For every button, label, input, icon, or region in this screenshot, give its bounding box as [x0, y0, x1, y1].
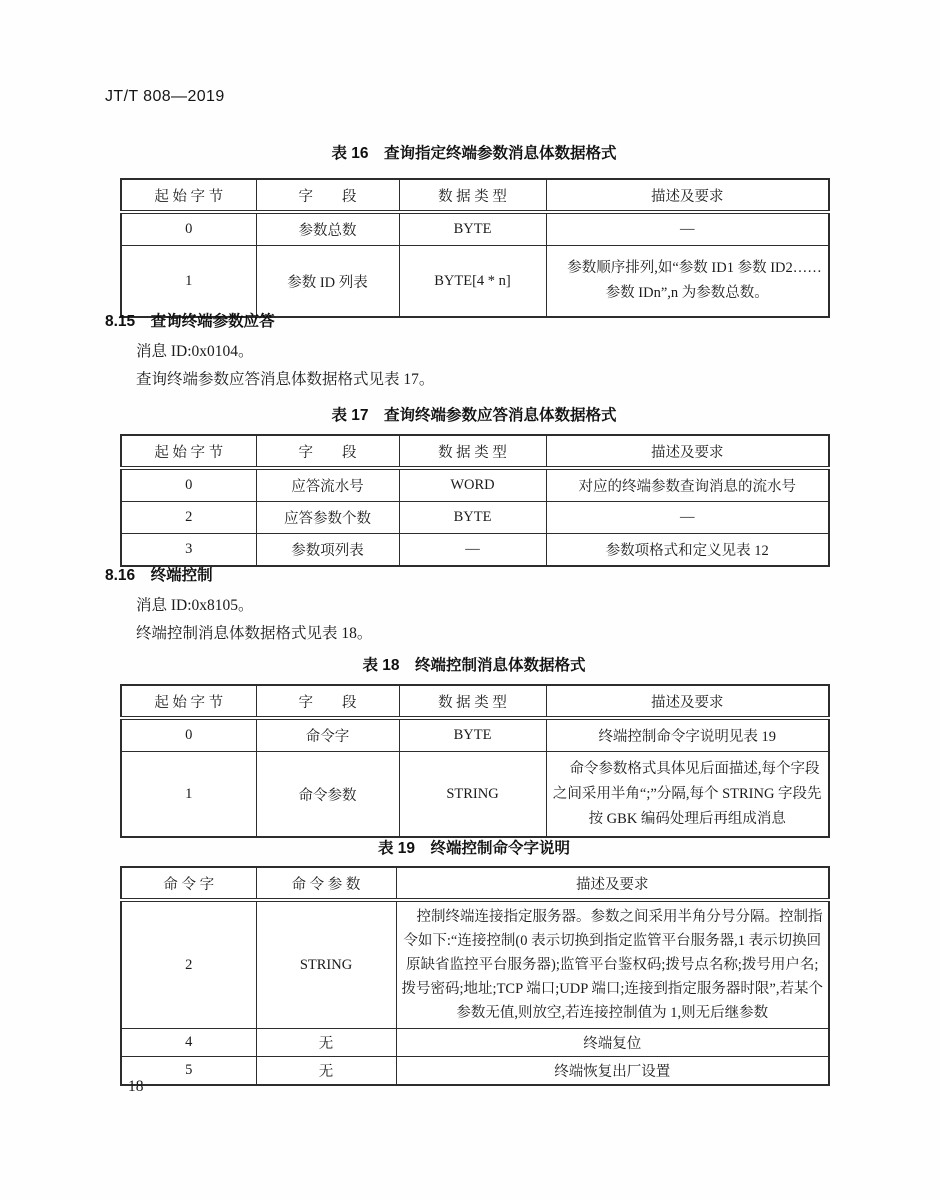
- table-cell: 0: [121, 212, 256, 246]
- table17: [120, 434, 830, 567]
- table-cell: 命令参数格式具体见后面描述,每个字段之间采用半角“;”分隔,每个 STRING 字段先按 GBK 编码处理后再组成消息: [546, 752, 829, 838]
- table-header-cell: 起 始 字 节: [121, 435, 256, 468]
- table-cell: 参数 ID 列表: [256, 246, 399, 318]
- table-header-cell: 字 段: [256, 685, 399, 718]
- table-header-row: [121, 179, 829, 212]
- table-cell: 终端恢复出厂设置: [396, 1057, 829, 1086]
- table-cell: 参数总数: [256, 212, 399, 246]
- table-row: [121, 752, 829, 838]
- table-row: [121, 1057, 829, 1086]
- table-cell: WORD: [399, 468, 546, 502]
- table-cell: STRING: [399, 752, 546, 838]
- table-row: [121, 534, 829, 567]
- table-header-cell: 起 始 字 节: [121, 179, 256, 212]
- paragraph: 消息 ID:0x8105。: [136, 597, 254, 614]
- table-header-cell: 命 令 字: [121, 867, 256, 900]
- table-cell: 3: [121, 534, 256, 567]
- table18: [120, 684, 830, 838]
- table-header-cell: 命 令 参 数: [256, 867, 396, 900]
- page-number: 18: [128, 1078, 144, 1095]
- table-cell: 参数顺序排列,如“参数 ID1 参数 ID2……参数 IDn”,n 为参数总数。: [546, 246, 829, 318]
- paragraph: 消息 ID:0x0104。: [136, 343, 254, 360]
- table-cell: 4: [121, 1029, 256, 1057]
- table-cell: 应答参数个数: [256, 502, 399, 534]
- table-header-cell: 字 段: [256, 435, 399, 468]
- table-cell: BYTE: [399, 502, 546, 534]
- table-header-row: [121, 685, 829, 718]
- table-row: [121, 246, 829, 318]
- table19-caption: 表 19 终端控制命令字说明: [377, 840, 571, 857]
- table-cell: 命令字: [256, 718, 399, 752]
- table-cell: BYTE: [399, 212, 546, 246]
- table-cell: 0: [121, 718, 256, 752]
- table-header-cell: 描述及要求: [546, 179, 829, 212]
- table-row: [121, 900, 829, 1029]
- table-row: [121, 718, 829, 752]
- table-cell: 对应的终端参数查询消息的流水号: [546, 468, 829, 502]
- table-cell: 参数项格式和定义见表 12: [546, 534, 829, 567]
- section-heading-8-16: 8.16 终端控制: [105, 567, 213, 584]
- table18-caption: 表 18 终端控制消息体数据格式: [362, 657, 586, 674]
- table-header-cell: 数 据 类 型: [399, 179, 546, 212]
- table-row: [121, 1029, 829, 1057]
- table-header-cell: 描述及要求: [396, 867, 829, 900]
- table-cell: 1: [121, 752, 256, 838]
- table-cell: 终端控制命令字说明见表 19: [546, 718, 829, 752]
- table16-caption: 表 16 查询指定终端参数消息体数据格式: [331, 145, 617, 162]
- table-cell: —: [399, 534, 546, 567]
- table-header-cell: 描述及要求: [546, 685, 829, 718]
- paragraph: 查询终端参数应答消息体数据格式见表 17。: [136, 371, 435, 388]
- table-cell: 5: [121, 1057, 256, 1086]
- table-header-cell: 字 段: [256, 179, 399, 212]
- table-header-row: [121, 435, 829, 468]
- table16: [120, 178, 830, 318]
- table-cell: 控制终端连接指定服务器。参数之间采用半角分号分隔。控制指令如下:“连接控制(0 表示切换到指定监管平台服务器,1 表示切换回原缺省监控平台服务器);监管平台鉴权码;拨号点名称;拨号用户名;拨号密码;地址;TCP 端口;UDP 端口;连接到指定服务器时限”,若某个参数无值,则放空,若连接控制值为 1,则无后继参数: [396, 900, 829, 1029]
- table-cell: 终端复位: [396, 1029, 829, 1057]
- table-cell: 2: [121, 900, 256, 1029]
- table-cell: BYTE[4 * n]: [399, 246, 546, 318]
- table-header-cell: 数 据 类 型: [399, 685, 546, 718]
- table-cell: STRING: [256, 900, 396, 1029]
- section-heading-8-15: 8.15 查询终端参数应答: [105, 313, 275, 330]
- table-cell: —: [546, 502, 829, 534]
- table-cell: BYTE: [399, 718, 546, 752]
- table-cell: —: [546, 212, 829, 246]
- table17-caption: 表 17 查询终端参数应答消息体数据格式: [331, 407, 617, 424]
- table-row: [121, 502, 829, 534]
- table-header-cell: 起 始 字 节: [121, 685, 256, 718]
- table-header-cell: 描述及要求: [546, 435, 829, 468]
- table-row: [121, 468, 829, 502]
- table-cell: 1: [121, 246, 256, 318]
- table-row: [121, 212, 829, 246]
- table-header-cell: 数 据 类 型: [399, 435, 546, 468]
- table-cell: 2: [121, 502, 256, 534]
- table-cell: 无: [256, 1057, 396, 1086]
- table-cell: 无: [256, 1029, 396, 1057]
- table-cell: 参数项列表: [256, 534, 399, 567]
- paragraph: 终端控制消息体数据格式见表 18。: [136, 625, 373, 642]
- table-cell: 0: [121, 468, 256, 502]
- table19: [120, 866, 830, 1086]
- table-cell: 应答流水号: [256, 468, 399, 502]
- doc-code: JT/T 808—2019: [105, 88, 225, 105]
- table-header-row: [121, 867, 829, 900]
- table-cell: 命令参数: [256, 752, 399, 838]
